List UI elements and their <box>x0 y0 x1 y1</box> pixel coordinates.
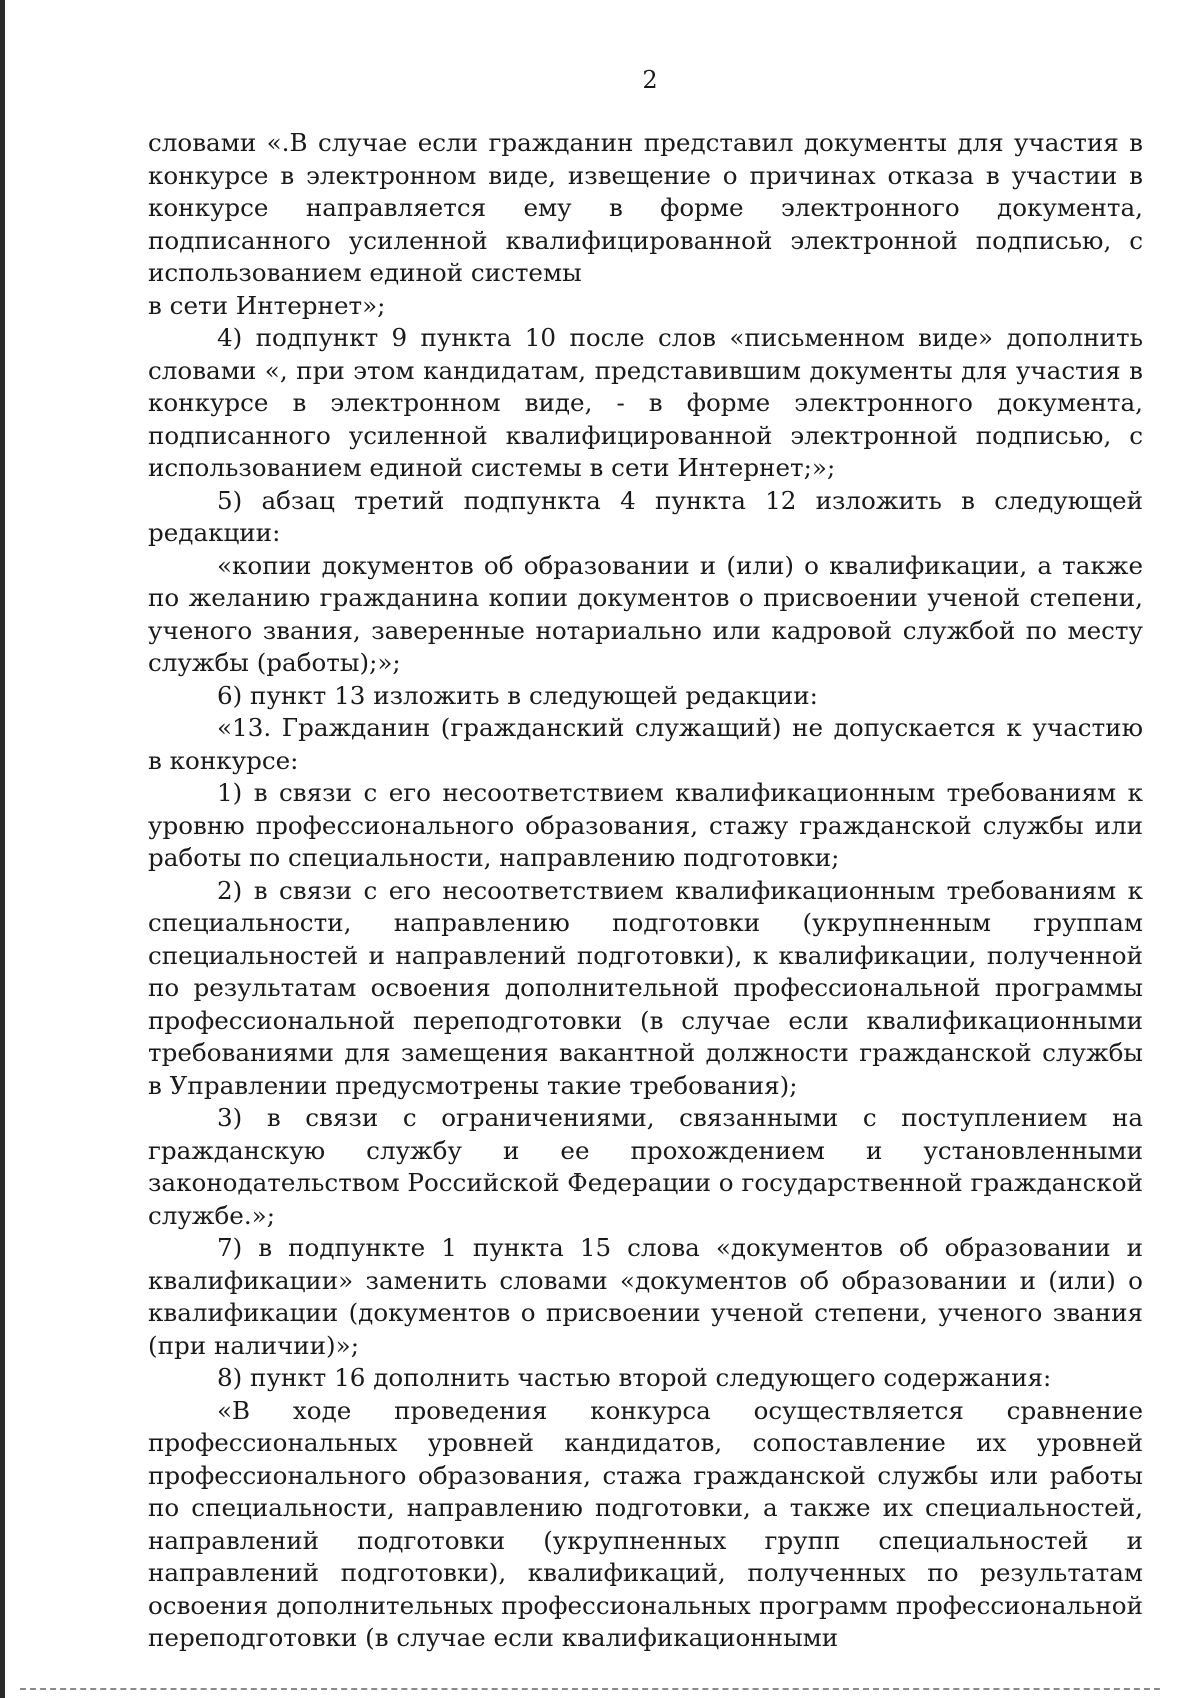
paragraph-12: 8) пункт 16 дополнить частью второй следующего содержания: <box>217 1363 1052 1392</box>
paragraph-7: «13. Гражданин (гражданский служащий) не допускается к участию в конкурсе: <box>148 713 1143 775</box>
paragraph-3: 4) подпункт 9 пункта 10 после слов «письменном виде» дополнить словами «, при этом кандидатам, представившим документы для участия в конкурсе в электронном виде, - в форме электронного документа, подписанного усиленной квалифицированной электронной подписью, с использованием единой системы в сети Интернет;»; <box>148 323 1143 482</box>
paragraph-9: 2) в связи с его несоответствием квалификационным требованиям к специальности, направлению подготовки (укрупненным группам специальностей и направлений подготовки), к квалификации, полученной по результатам освоения дополнительной профессиональной программы профессиональной переподготовки (в случае если квалификационными требованиями для замещения вакантной должности гражданской службы в Управлении предусмотрены такие требования); <box>148 875 1143 1100</box>
paragraph-2: в сети Интернет»; <box>148 290 386 320</box>
paragraph-8: 1) в связи с его несоответствием квалификационным требованиям к уровню профессионального образования, стажу гражданской службы или работы по специальности, направлению подготовки; <box>148 778 1143 872</box>
document-body <box>148 127 1143 1655</box>
page-number: 2 <box>642 66 658 94</box>
scan-edge-shadow <box>0 0 5 1698</box>
paragraph-5: «копии документов об образовании и (или) о квалификации, а также по желанию гражданина копии документов о присвоении ученой степени, ученого звания, заверенные нотариально или кадровой службой по месту службы (работы);»; <box>148 550 1143 677</box>
scan-bottom-edge <box>20 1688 1160 1690</box>
paragraph-4: 5) абзац третий подпункта 4 пункта 12 изложить в следующей редакции: <box>148 485 1143 547</box>
paragraph-6: 6) пункт 13 изложить в следующей редакции: <box>217 680 818 710</box>
paragraph-1: словами «.В случае если гражданин представил документы для участия в конкурсе в электронном виде, извещение о причинах отказа в участии в конкурсе направляется ему в форме электронного документа, подписанного усиленной квалифицированной электронной подписью, с использованием единой системы <box>148 128 1143 287</box>
paragraph-13: «В ходе проведения конкурса осуществляется сравнение профессиональных уровней кандидатов, сопоставление их уровней профессионального образования, стажа гражданской службы или работы по специальности, направлению подготовки, а также их специальностей, направлений подготовки (укрупненных групп специальностей и направлений подготовки), квалификаций, полученных по результатам освоения дополнительных профессиональных программ профессиональной переподготовки (в случае если квалификационными <box>148 1395 1143 1652</box>
paragraph-11: 7) в подпункте 1 пункта 15 слова «документов об образовании и квалификации» заменить словами «документов об образовании и (или) о квалификации (документов о присвоении ученой степени, ученого звания (при наличии)»; <box>148 1233 1143 1360</box>
paragraph-10: 3) в связи с ограничениями, связанными с поступлением на гражданскую службу и ее прохождением и установленными законодательством Российской Федерации о государственной гражданской службе.»; <box>148 1103 1143 1230</box>
